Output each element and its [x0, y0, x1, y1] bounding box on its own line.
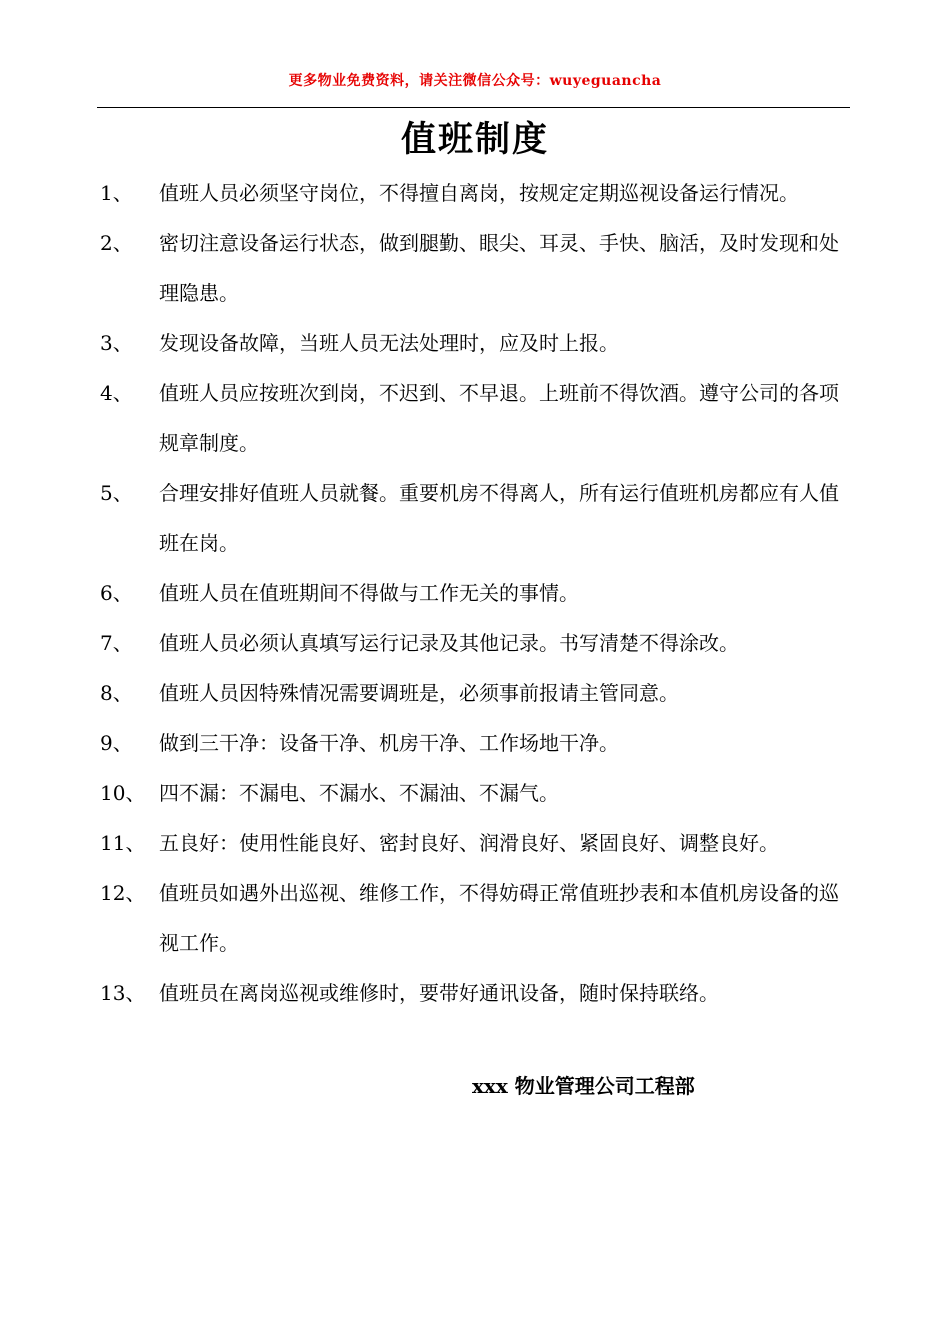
rule-text: 合理安排好值班人员就餐。重要机房不得离人，所有运行值班机房都应有人值班在岗。: [159, 481, 839, 555]
rule-number: 3、: [100, 331, 133, 355]
rule-item: [0, 818, 950, 868]
rule-item: [0, 668, 950, 718]
rule-item: [0, 568, 950, 618]
rule-text: 值班人员应按班次到岗，不迟到、不早退。上班前不得饮酒。遵守公司的各项规章制度。: [159, 381, 839, 455]
header-divider: [97, 107, 850, 108]
rule-number: 12、: [100, 881, 146, 905]
rule-item: [0, 968, 950, 1018]
rule-item: [0, 618, 950, 668]
rule-number: 5、: [100, 481, 133, 505]
rule-number: 6、: [100, 581, 133, 605]
page-title: 值班制度: [400, 119, 549, 160]
rule-text: 密切注意设备运行状态，做到腿勤、眼尖、耳灵、手快、脑活，及时发现和处理隐患。: [159, 231, 839, 305]
rule-number: 10、: [100, 781, 146, 805]
rule-number: 11、: [100, 831, 146, 855]
rule-number: 4、: [100, 381, 133, 405]
rule-item: [0, 868, 950, 968]
rule-text: 值班人员必须坚守岗位，不得擅自离岗，按规定定期巡视设备运行情况。: [159, 181, 799, 205]
rule-number: 2、: [100, 231, 133, 255]
rule-item: [0, 318, 950, 368]
rule-text: 值班人员在值班期间不得做与工作无关的事情。: [159, 581, 579, 605]
rule-number: 1、: [100, 181, 133, 205]
rule-text: 做到三干净：设备干净、机房干净、工作场地干净。: [159, 731, 619, 755]
rule-text: 值班人员必须认真填写运行记录及其他记录。书写清楚不得涂改。: [159, 631, 739, 655]
rules-list: [0, 168, 950, 1018]
rule-item: [0, 718, 950, 768]
rule-text: 值班人员因特殊情况需要调班是，必须事前报请主管同意。: [159, 681, 679, 705]
rule-number: 9、: [100, 731, 133, 755]
rule-text: 值班员如遇外出巡视、维修工作，不得妨碍正常值班抄表和本值机房设备的巡视工作。: [159, 881, 839, 955]
rule-text: 四不漏：不漏电、不漏水、不漏油、不漏气。: [159, 781, 559, 805]
header-promo-note: 更多物业免费资料，请关注微信公众号：wuyeguancha: [288, 73, 662, 89]
rule-item: [0, 168, 950, 218]
rule-item: [0, 218, 950, 318]
signature-department: xxx 物业管理公司工程部: [472, 1074, 695, 1098]
rule-item: [0, 468, 950, 568]
rule-text: 五良好：使用性能良好、密封良好、润滑良好、紧固良好、调整良好。: [159, 831, 779, 855]
rule-number: 8、: [100, 681, 133, 705]
rule-item: [0, 368, 950, 468]
rule-item: [0, 768, 950, 818]
rule-number: 7、: [100, 631, 133, 655]
rule-text: 值班员在离岗巡视或维修时，要带好通讯设备，随时保持联络。: [159, 981, 719, 1005]
rule-text: 发现设备故障，当班人员无法处理时，应及时上报。: [159, 331, 619, 355]
rule-number: 13、: [100, 981, 146, 1005]
